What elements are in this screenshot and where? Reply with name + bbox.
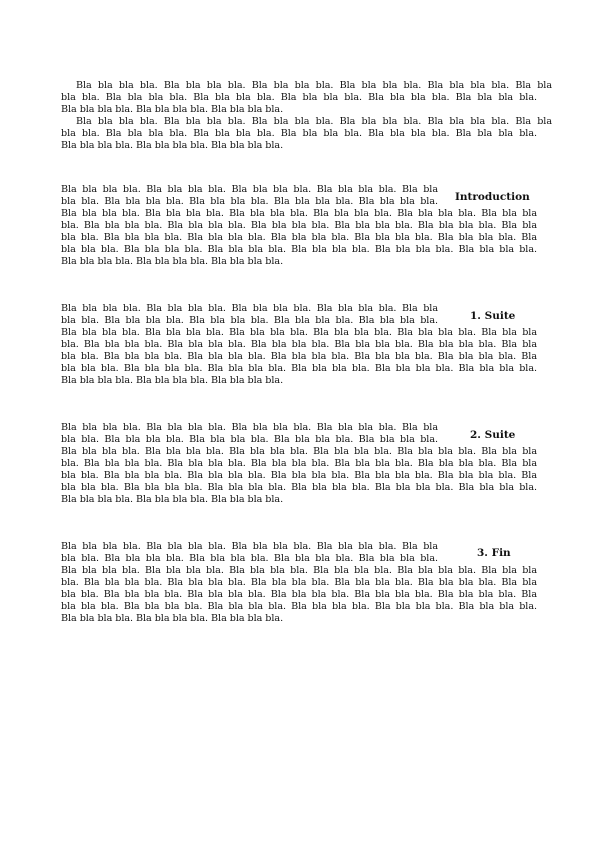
section-line: bla bla. Bla bla bla bla. Bla bla bla bla. Bla bla bla bla. Bla bla bla bla. [61, 315, 438, 326]
section-line: bla. Bla bla bla bla. Bla bla bla bla. Bla bla bla bla. Bla bla bla bla. Bla bla bla bla. Bla bla [61, 339, 537, 350]
section-line: bla bla. Bla bla bla bla. Bla bla bla bla. Bla bla bla bla. Bla bla bla bla. [61, 553, 438, 564]
section-line: bla bla. Bla bla bla bla. Bla bla bla bla. Bla bla bla bla. Bla bla bla bla. Bla bla bla bla. Bla [61, 589, 537, 600]
section-line: Bla bla bla bla. Bla bla bla bla. Bla bla bla bla. Bla bla bla bla. Bla bla [61, 422, 438, 433]
section-heading-fin: 3. Fin [477, 547, 511, 559]
section-line: Bla bla bla bla. Bla bla bla bla. Bla bla bla bla. [61, 375, 284, 386]
section-line: bla bla bla. Bla bla bla bla. Bla bla bla bla. Bla bla bla bla. Bla bla bla bla. Bla bla bla bla. [61, 363, 537, 374]
section-line: Bla bla bla bla. Bla bla bla bla. Bla bla bla bla. [61, 613, 284, 624]
section-line: bla bla. Bla bla bla bla. Bla bla bla bla. Bla bla bla bla. Bla bla bla bla. Bla bla bla bla. Bla [61, 470, 537, 481]
section-line: Bla bla bla bla. Bla bla bla bla. Bla bla bla bla. Bla bla bla bla. Bla bla bla bla. Bla bla bla [61, 565, 537, 576]
section-suite-2-body [61, 422, 537, 506]
intro-block [61, 80, 552, 152]
section-line: bla bla. Bla bla bla bla. Bla bla bla bla. Bla bla bla bla. Bla bla bla bla. [61, 434, 438, 445]
intro-paragraph-1-line: Bla bla bla bla. Bla bla bla bla. Bla bla bla bla. [61, 104, 284, 115]
section-line: bla. Bla bla bla bla. Bla bla bla bla. Bla bla bla bla. Bla bla bla bla. Bla bla bla bla. Bla bla [61, 458, 537, 469]
section-line: bla bla bla. Bla bla bla bla. Bla bla bla bla. Bla bla bla bla. Bla bla bla bla. Bla bla bla bla. [61, 601, 537, 612]
section-line: Bla bla bla bla. Bla bla bla bla. Bla bla bla bla. Bla bla bla bla. Bla bla bla bla. Bla bla bla [61, 446, 537, 457]
section-heading-suite-1: 1. Suite [470, 310, 516, 322]
intro-paragraph-2-line: Bla bla bla bla. Bla bla bla bla. Bla bla bla bla. [61, 140, 284, 151]
section-line: Bla bla bla bla. Bla bla bla bla. Bla bla bla bla. [61, 256, 284, 267]
section-fin-body [61, 541, 537, 625]
intro-paragraph-2-line: Bla bla bla bla. Bla bla bla bla. Bla bla bla bla. Bla bla bla bla. Bla bla bla bla. Bla bla [76, 116, 552, 127]
section-heading-suite-2: 2. Suite [470, 429, 516, 441]
section-line: Bla bla bla bla. Bla bla bla bla. Bla bla bla bla. Bla bla bla bla. Bla bla bla bla. Bla bla bla [61, 327, 537, 338]
intro-paragraph-2-line: bla bla. Bla bla bla bla. Bla bla bla bla. Bla bla bla bla. Bla bla bla bla. Bla bla bla bla. [61, 128, 537, 139]
section-line: bla. Bla bla bla bla. Bla bla bla bla. Bla bla bla bla. Bla bla bla bla. Bla bla bla bla. Bla bla [61, 577, 537, 588]
section-line: Bla bla bla bla. Bla bla bla bla. Bla bla bla bla. [61, 494, 284, 505]
section-line: bla bla. Bla bla bla bla. Bla bla bla bla. Bla bla bla bla. Bla bla bla bla. [61, 196, 438, 207]
intro-paragraph-1-line: bla bla. Bla bla bla bla. Bla bla bla bla. Bla bla bla bla. Bla bla bla bla. Bla bla bla bla. [61, 92, 537, 103]
section-suite-1-body [61, 303, 537, 387]
section-heading-introduction: Introduction [455, 191, 530, 203]
section-line: bla bla bla. Bla bla bla bla. Bla bla bla bla. Bla bla bla bla. Bla bla bla bla. Bla bla bla bla. [61, 482, 537, 493]
section-introduction-body [61, 184, 537, 268]
section-line: Bla bla bla bla. Bla bla bla bla. Bla bla bla bla. Bla bla bla bla. Bla bla [61, 184, 438, 195]
section-line: Bla bla bla bla. Bla bla bla bla. Bla bla bla bla. Bla bla bla bla. Bla bla [61, 303, 438, 314]
section-line: Bla bla bla bla. Bla bla bla bla. Bla bla bla bla. Bla bla bla bla. Bla bla [61, 541, 438, 552]
section-line: Bla bla bla bla. Bla bla bla bla. Bla bla bla bla. Bla bla bla bla. Bla bla bla bla. Bla bla bla [61, 208, 537, 219]
intro-paragraph-1-line: Bla bla bla bla. Bla bla bla bla. Bla bla bla bla. Bla bla bla bla. Bla bla bla bla. Bla bla [76, 80, 552, 91]
section-line: bla bla bla. Bla bla bla bla. Bla bla bla bla. Bla bla bla bla. Bla bla bla bla. Bla bla bla bla. [61, 244, 537, 255]
section-line: bla bla. Bla bla bla bla. Bla bla bla bla. Bla bla bla bla. Bla bla bla bla. Bla bla bla bla. Bla [61, 232, 537, 243]
section-line: bla. Bla bla bla bla. Bla bla bla bla. Bla bla bla bla. Bla bla bla bla. Bla bla bla bla. Bla bla [61, 220, 537, 231]
section-line: bla bla. Bla bla bla bla. Bla bla bla bla. Bla bla bla bla. Bla bla bla bla. Bla bla bla bla. Bla [61, 351, 537, 362]
